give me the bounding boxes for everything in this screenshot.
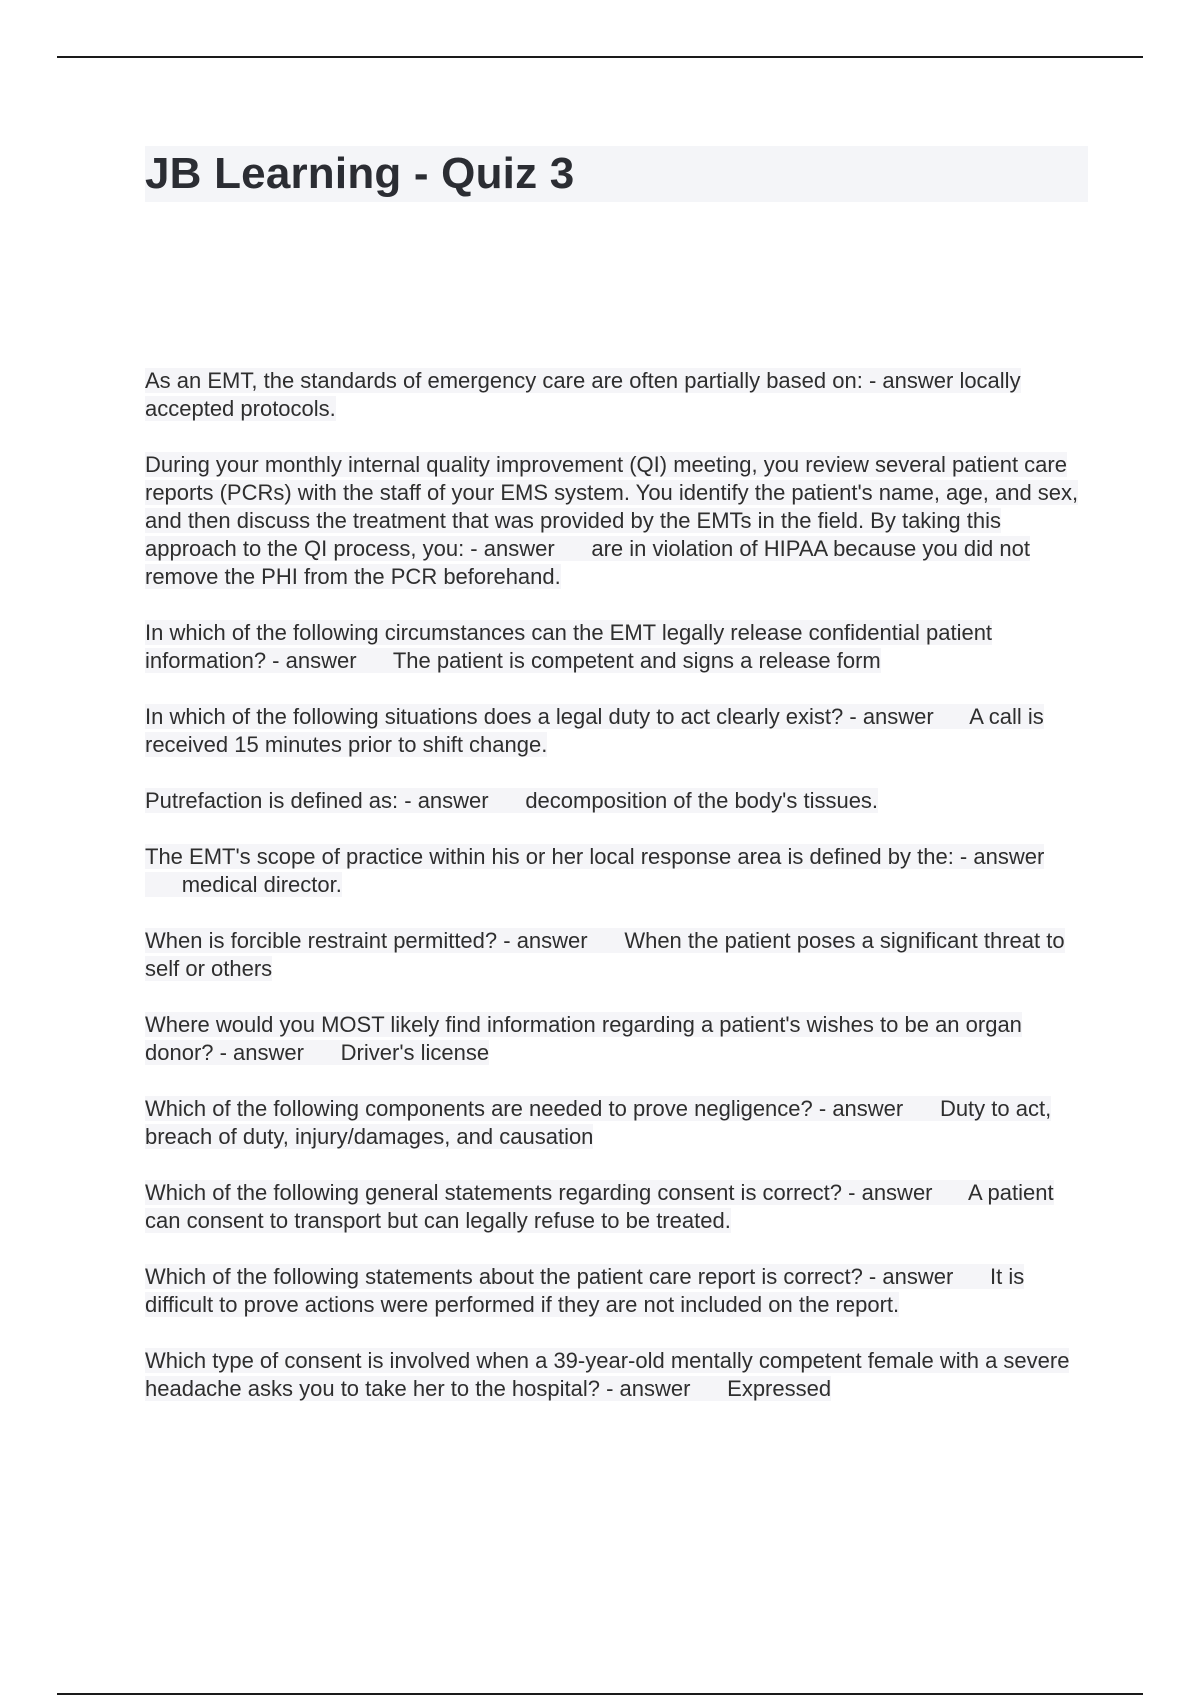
question-text: Which of the following statements about the patient care report is correct? - answer: [145, 1264, 954, 1289]
qa-list: [145, 367, 1090, 1431]
answer-text: It is difficult to prove actions were performed if they are not included on the report.: [145, 1264, 1025, 1317]
top-rule: [57, 56, 1143, 58]
qa-item: [145, 619, 1090, 675]
answer-text: medical director.: [181, 872, 342, 897]
answer-text: When the patient poses a significant threat to self or others: [145, 928, 1065, 981]
qa-item: [145, 451, 1090, 591]
question-text: Which type of consent is involved when a 39-year-old mentally competent female with a severe headache asks you to take her to the hospital? - answer: [145, 1348, 1070, 1401]
question-text: The EMT's scope of practice within his or her local response area is defined by the: - answer: [145, 844, 1045, 869]
bottom-rule: [57, 1693, 1143, 1695]
qa-item: [145, 1263, 1090, 1319]
qa-item: [145, 843, 1090, 899]
qa-item: [145, 1095, 1090, 1151]
qa-item: [145, 1179, 1090, 1235]
answer-text: locally accepted protocols.: [145, 368, 1021, 421]
question-text: Where would you MOST likely find information regarding a patient's wishes to be an organ donor? - answer: [145, 1012, 1022, 1065]
qa-item: [145, 927, 1090, 983]
answer-text: The patient is competent and signs a release form: [392, 648, 881, 673]
question-text: During your monthly internal quality improvement (QI) meeting, you review several patient care reports (PCRs) with the staff of your EMS system. You identify the patient's name, age, and sex, and then discuss the treatment that was provided by the EMTs in the field. By taking this approach to the QI process, you: - answer: [145, 452, 1079, 561]
question-text: When is forcible restraint permitted? - answer: [145, 928, 588, 953]
qa-item: [145, 703, 1090, 759]
answer-text: Duty to act, breach of duty, injury/damages, and causation: [145, 1096, 1052, 1149]
answer-text: A patient can consent to transport but can legally refuse to be treated.: [145, 1180, 1054, 1233]
question-text: Which of the following general statements regarding consent is correct? - answer: [145, 1180, 933, 1205]
question-text: Putrefaction is defined as: - answer: [145, 788, 489, 813]
answer-text: A call is received 15 minutes prior to shift change.: [145, 704, 1044, 757]
qa-item: [145, 1347, 1090, 1403]
answer-text: decomposition of the body's tissues.: [525, 788, 879, 813]
qa-item: [145, 367, 1090, 423]
answer-text: are in violation of HIPAA because you did not remove the PHI from the PCR beforehand.: [145, 536, 1030, 589]
qa-item: [145, 787, 1090, 815]
qa-item: [145, 1011, 1090, 1067]
question-text: In which of the following situations does a legal duty to act clearly exist? - answer: [145, 704, 934, 729]
question-text: In which of the following circumstances can the EMT legally release confidential patient information? - answer: [145, 620, 993, 673]
question-text: Which of the following components are needed to prove negligence? - answer: [145, 1096, 904, 1121]
question-text: As an EMT, the standards of emergency care are often partially based on: - answer: [145, 368, 954, 393]
answer-text: Expressed: [727, 1376, 832, 1401]
page-title: JB Learning - Quiz 3: [145, 149, 575, 198]
answer-text: Driver's license: [340, 1040, 490, 1065]
